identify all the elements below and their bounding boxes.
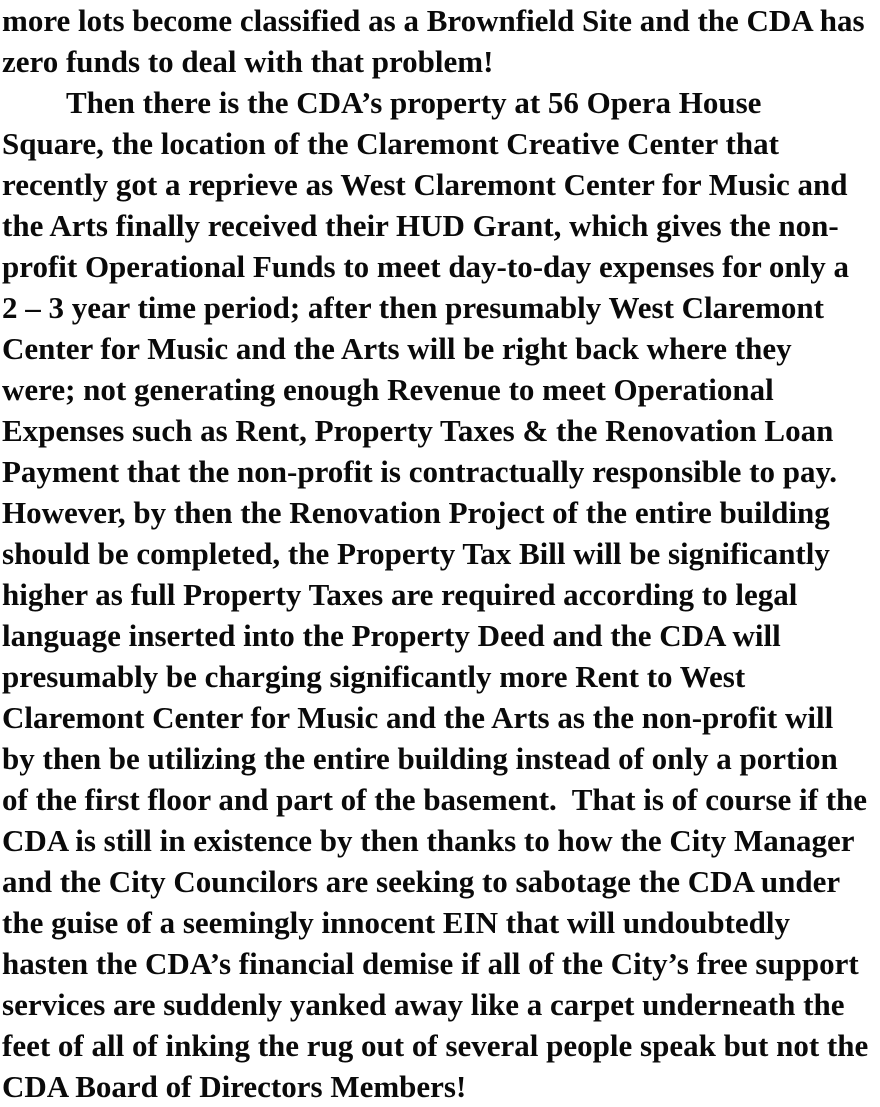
text-line: CDA Board of Directors Members! [2,1069,467,1104]
text-line: 2 – 3 year time period; after then presumably West Claremont [2,290,824,325]
text-line: were; not generating enough Revenue to meet Operational [2,372,774,407]
text-line: language inserted into the Property Deed and the CDA will [2,618,781,653]
text-line: However, by then the Renovation Project of the entire building [2,495,830,530]
text-line: Expenses such as Rent, Property Taxes & the Renovation Loan [2,413,834,448]
text-line: higher as full Property Taxes are required according to legal [2,577,798,612]
text-line: CDA is still in existence by then thanks to how the City Manager [2,823,855,858]
text-line: the Arts finally received their HUD Grant, which gives the non- [2,208,839,243]
text-line: Claremont Center for Music and the Arts as the non-profit will [2,700,834,735]
text-line: Payment that the non-profit is contractually responsible to pay. [2,454,838,489]
text-line: should be completed, the Property Tax Bill will be significantly [2,536,830,571]
text-line: profit Operational Funds to meet day-to-day expenses for only a [2,249,850,284]
text-line: of the first floor and part of the basement. That is of course if the [2,782,868,817]
text-line: recently got a reprieve as West Claremont Center for Music and [2,167,848,202]
text-line: the guise of a seemingly innocent EIN that will undoubtedly [2,905,791,940]
text-line: Square, the location of the Claremont Creative Center that [2,126,779,161]
text-line: Center for Music and the Arts will be right back where they [2,331,792,366]
text-line: by then be utilizing the entire building instead of only a portion [2,741,838,776]
text-line: zero funds to deal with that problem! [2,44,494,79]
text-line: presumably be charging significantly more Rent to West [2,659,746,694]
text-line: feet of all of inking the rug out of several people speak but not the [2,1028,869,1063]
text-line: Then there is the CDA’s property at 56 Opera House [66,85,762,120]
text-line: hasten the CDA’s financial demise if all of the City’s free support [2,946,859,981]
text-line: services are suddenly yanked away like a carpet underneath the [2,987,845,1022]
text-line: more lots become classified as a Brownfield Site and the CDA has [2,3,865,38]
text-line: and the City Councilors are seeking to sabotage the CDA under [2,864,841,899]
